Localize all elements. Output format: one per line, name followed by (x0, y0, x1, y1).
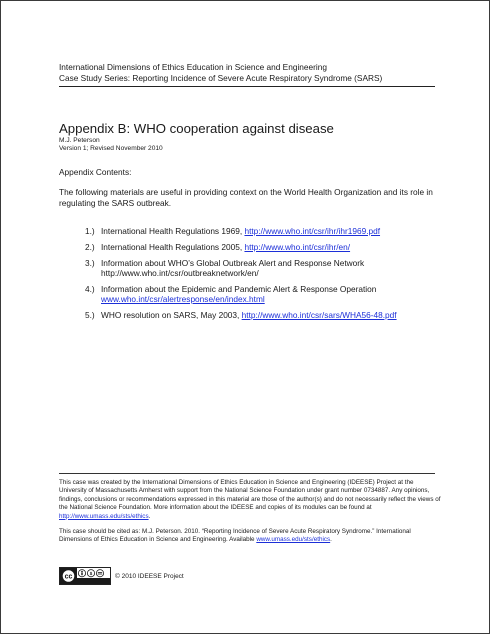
license-row (59, 567, 184, 585)
citation-note (59, 528, 441, 545)
sars-resolution-link[interactable]: http://www.who.int/csr/sars/WHA56-48.pdf (241, 310, 397, 320)
list-item-text: International Health Regulations 2005, (101, 242, 245, 252)
funding-note-text: This case was created by the International Dimensions of Ethics Education in Science and Engineering (IDEESE) Project at the University of Massachusetts Amherst with support from the National Science Foundation under grant number 0734887. Any opinions, findings, conclusions or recommendations expressed in this material are those of the author(s) and do not necessarily reflect the views of the National Science Foundation. More information about the IDEESE and copies of its modules can be found at (59, 479, 441, 512)
version-note: Version 1; Revised November 2010 (59, 145, 163, 152)
header-series-title: International Dimensions of Ethics Education in Science and Engineering (59, 62, 327, 72)
list-item (85, 226, 435, 236)
document-title: Appendix B: WHO cooperation against disease (59, 121, 334, 136)
footer-divider (59, 473, 435, 474)
list-item-text: Information about the Epidemic and Pandemic Alert & Response Operation (101, 284, 377, 294)
header-case-title: Case Study Series: Reporting Incidence of Severe Acute Respiratory Syndrome (SARS) (59, 73, 383, 83)
citation-link[interactable]: www.umass.edu/sts/ethics (256, 536, 331, 544)
funding-note-end: . (148, 512, 151, 520)
outbreak-network-url: http://www.who.int/csr/outbreaknetwork/en/ (101, 268, 259, 278)
ideese-ethics-link[interactable]: http://www.umass.edu/sts/ethics (59, 512, 149, 520)
list-item (85, 310, 435, 320)
svg-text:$: $ (89, 571, 93, 576)
citation-note-end: . (330, 536, 332, 544)
list-item (85, 258, 435, 278)
ihr-1969-link[interactable]: http://www.who.int/csr/ihr/ihr1969.pdf (244, 226, 381, 236)
list-item-number: 3.) (85, 258, 95, 268)
alert-response-link[interactable]: www.who.int/csr/alertresponse/en/index.html (101, 294, 265, 304)
page-header (59, 62, 435, 87)
copyright-text: © 2010 IDEESE Project (115, 572, 184, 580)
funding-note (59, 479, 441, 521)
list-item (85, 242, 435, 252)
author: M.J. Peterson (59, 137, 100, 144)
svg-text:cc: cc (64, 573, 73, 581)
list-item-number: 1.) (85, 226, 95, 236)
list-item-text: WHO resolution on SARS, May 2003, (101, 310, 242, 320)
appendix-list (85, 226, 435, 320)
list-item (85, 284, 435, 304)
list-item-text: International Health Regulations 1969, (101, 226, 245, 236)
list-item-number: 4.) (85, 284, 95, 294)
list-item-number: 5.) (85, 310, 95, 320)
list-item-text: Information about WHO’s Global Outbreak Alert and Response Network (101, 258, 365, 268)
intro-paragraph: The following materials are useful in providing context on the World Health Organization and its role in regulating the SARS outbreak. (59, 187, 433, 208)
creative-commons-badge-icon (59, 567, 111, 585)
list-item-number: 2.) (85, 242, 95, 252)
appendix-contents-label: Appendix Contents: (59, 167, 132, 177)
footer-notes (59, 479, 441, 552)
citation-note-text: This case should be cited as: M.J. Peterson. 2010. “Reporting Incidence of Severe Acute Respiratory Syndrome.” International Dimensions of Ethics Education in Science and Engineering. Available (59, 528, 411, 544)
ihr-2005-link[interactable]: http://www.who.int/csr/ihr/en/ (244, 242, 351, 252)
